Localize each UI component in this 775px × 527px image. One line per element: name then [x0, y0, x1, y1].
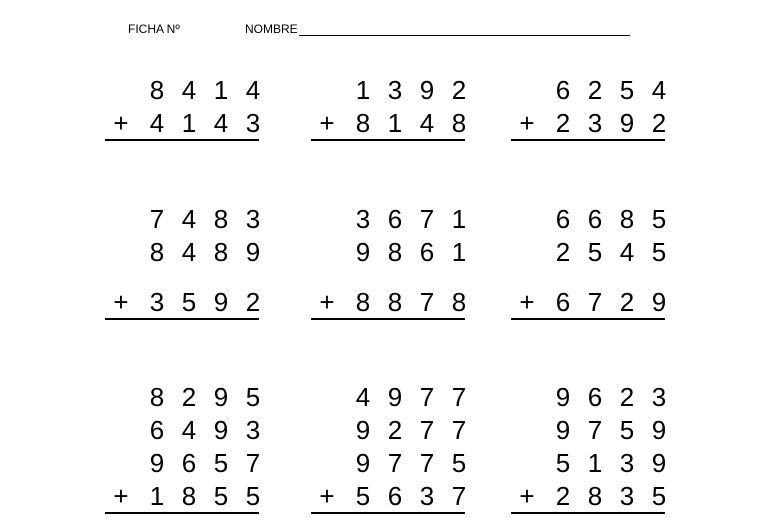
- digit: 2: [555, 237, 571, 267]
- digit: 1: [355, 75, 371, 105]
- digit: 5: [555, 448, 571, 478]
- addend-number: [547, 415, 675, 445]
- digit: 4: [181, 415, 197, 445]
- addend-number: [347, 237, 475, 267]
- digit: 2: [451, 75, 467, 105]
- addend-row: [511, 204, 671, 234]
- addend-row: [105, 448, 265, 478]
- addend-number: [547, 287, 675, 317]
- digit: 8: [587, 481, 603, 511]
- addend-number: [547, 448, 675, 478]
- name-label: NOMBRE: [245, 22, 298, 36]
- addend-number: [547, 481, 675, 511]
- digit: 6: [587, 382, 603, 412]
- addend-number: [347, 415, 475, 445]
- digit: 2: [245, 287, 261, 317]
- plus-sign: +: [519, 108, 535, 138]
- digit: 3: [651, 382, 667, 412]
- digit: 9: [651, 415, 667, 445]
- ficha-number-label: FICHA Nº: [128, 22, 180, 36]
- sum-underline: [511, 139, 665, 141]
- addend-row: [105, 287, 265, 317]
- digit: 7: [419, 204, 435, 234]
- digit: 5: [181, 287, 197, 317]
- digit: 8: [213, 204, 229, 234]
- digit: 4: [181, 204, 197, 234]
- digit: 3: [387, 75, 403, 105]
- addend-row: [105, 75, 265, 105]
- sum-underline: [311, 139, 465, 141]
- digit: 6: [387, 481, 403, 511]
- plus-sign: +: [113, 108, 129, 138]
- sum-underline: [311, 512, 465, 514]
- addend-row: [311, 204, 471, 234]
- name-blank-line[interactable]: [299, 23, 630, 36]
- digit: 2: [181, 382, 197, 412]
- sum-underline: [105, 318, 259, 320]
- sum-underline: [511, 512, 665, 514]
- digit: 8: [149, 75, 165, 105]
- digit: 9: [651, 448, 667, 478]
- digit: 5: [619, 75, 635, 105]
- digit: 9: [419, 75, 435, 105]
- digit: 9: [213, 382, 229, 412]
- digit: 7: [451, 415, 467, 445]
- addend-row: [311, 382, 471, 412]
- addend-number: [347, 204, 475, 234]
- sum-underline: [311, 318, 465, 320]
- addend-row: [511, 382, 671, 412]
- addend-number: [347, 481, 475, 511]
- plus-sign: +: [113, 481, 129, 511]
- addend-row: [105, 481, 265, 511]
- digit: 6: [555, 287, 571, 317]
- addend-number: [347, 382, 475, 412]
- digit: 4: [355, 382, 371, 412]
- digit: 9: [245, 237, 261, 267]
- digit: 9: [355, 237, 371, 267]
- digit: 6: [555, 204, 571, 234]
- digit: 8: [149, 237, 165, 267]
- digit: 8: [387, 287, 403, 317]
- digit: 8: [619, 204, 635, 234]
- addend-number: [141, 237, 269, 267]
- addend-number: [141, 481, 269, 511]
- digit: 7: [149, 204, 165, 234]
- digit: 7: [387, 448, 403, 478]
- digit: 7: [245, 448, 261, 478]
- digit: 9: [149, 448, 165, 478]
- addend-row: [105, 204, 265, 234]
- digit: 3: [245, 108, 261, 138]
- addend-row: [105, 108, 265, 138]
- digit: 8: [451, 108, 467, 138]
- addend-row: [511, 237, 671, 267]
- digit: 4: [651, 75, 667, 105]
- digit: 6: [555, 75, 571, 105]
- digit: 8: [149, 382, 165, 412]
- digit: 2: [651, 108, 667, 138]
- digit: 3: [587, 108, 603, 138]
- addend-row: [511, 75, 671, 105]
- digit: 1: [387, 108, 403, 138]
- plus-sign: +: [519, 481, 535, 511]
- digit: 5: [651, 204, 667, 234]
- addend-row: [105, 382, 265, 412]
- digit: 6: [419, 237, 435, 267]
- addend-number: [141, 287, 269, 317]
- digit: 5: [213, 481, 229, 511]
- digit: 7: [419, 382, 435, 412]
- digit: 2: [387, 415, 403, 445]
- addend-number: [547, 75, 675, 105]
- digit: 3: [619, 448, 635, 478]
- addend-number: [347, 287, 475, 317]
- addend-row: [311, 75, 471, 105]
- digit: 4: [181, 237, 197, 267]
- digit: 7: [451, 481, 467, 511]
- addend-number: [141, 204, 269, 234]
- addend-row: [511, 481, 671, 511]
- sum-underline: [511, 318, 665, 320]
- digit: 9: [555, 415, 571, 445]
- addend-row: [311, 415, 471, 445]
- digit: 9: [213, 415, 229, 445]
- digit: 5: [651, 481, 667, 511]
- addend-row: [511, 415, 671, 445]
- digit: 5: [587, 237, 603, 267]
- addend-number: [347, 75, 475, 105]
- digit: 8: [451, 287, 467, 317]
- digit: 3: [245, 204, 261, 234]
- digit: 9: [355, 415, 371, 445]
- digit: 3: [355, 204, 371, 234]
- digit: 2: [619, 287, 635, 317]
- addend-row: [105, 237, 265, 267]
- addend-row: [105, 415, 265, 445]
- digit: 4: [245, 75, 261, 105]
- digit: 7: [419, 415, 435, 445]
- digit: 2: [555, 108, 571, 138]
- digit: 9: [555, 382, 571, 412]
- addend-row: [511, 287, 671, 317]
- digit: 6: [181, 448, 197, 478]
- digit: 3: [419, 481, 435, 511]
- plus-sign: +: [319, 481, 335, 511]
- digit: 9: [651, 287, 667, 317]
- digit: 4: [419, 108, 435, 138]
- digit: 4: [181, 75, 197, 105]
- digit: 5: [245, 481, 261, 511]
- digit: 8: [355, 287, 371, 317]
- worksheet-header: [0, 20, 775, 40]
- addend-row: [511, 448, 671, 478]
- addend-row: [311, 287, 471, 317]
- digit: 1: [587, 448, 603, 478]
- digit: 5: [619, 415, 635, 445]
- digit: 3: [245, 415, 261, 445]
- digit: 7: [587, 287, 603, 317]
- digit: 4: [213, 108, 229, 138]
- addend-number: [547, 108, 675, 138]
- digit: 6: [387, 204, 403, 234]
- digit: 1: [149, 481, 165, 511]
- digit: 2: [619, 382, 635, 412]
- digit: 9: [619, 108, 635, 138]
- digit: 1: [451, 204, 467, 234]
- digit: 7: [419, 448, 435, 478]
- plus-sign: +: [319, 287, 335, 317]
- digit: 8: [213, 237, 229, 267]
- digit: 9: [355, 448, 371, 478]
- digit: 7: [419, 287, 435, 317]
- addend-number: [547, 382, 675, 412]
- digit: 4: [149, 108, 165, 138]
- addend-number: [141, 382, 269, 412]
- digit: 8: [355, 108, 371, 138]
- addend-row: [511, 108, 671, 138]
- addend-number: [141, 448, 269, 478]
- digit: 1: [213, 75, 229, 105]
- addend-number: [141, 108, 269, 138]
- plus-sign: +: [113, 287, 129, 317]
- digit: 8: [181, 481, 197, 511]
- digit: 5: [651, 237, 667, 267]
- digit: 5: [213, 448, 229, 478]
- name-field[interactable]: [245, 22, 630, 36]
- digit: 7: [451, 382, 467, 412]
- addend-number: [547, 204, 675, 234]
- digit: 1: [451, 237, 467, 267]
- plus-sign: +: [519, 287, 535, 317]
- digit: 5: [245, 382, 261, 412]
- addend-row: [311, 108, 471, 138]
- addend-row: [311, 237, 471, 267]
- addend-number: [347, 448, 475, 478]
- digit: 9: [387, 382, 403, 412]
- digit: 9: [213, 287, 229, 317]
- sum-underline: [105, 512, 259, 514]
- addend-row: [311, 448, 471, 478]
- addend-number: [141, 415, 269, 445]
- digit: 3: [619, 481, 635, 511]
- digit: 4: [619, 237, 635, 267]
- addend-number: [547, 237, 675, 267]
- digit: 5: [355, 481, 371, 511]
- digit: 8: [387, 237, 403, 267]
- digit: 5: [451, 448, 467, 478]
- plus-sign: +: [319, 108, 335, 138]
- digit: 1: [181, 108, 197, 138]
- sum-underline: [105, 139, 259, 141]
- digit: 7: [587, 415, 603, 445]
- digit: 3: [149, 287, 165, 317]
- addend-number: [141, 75, 269, 105]
- digit: 2: [587, 75, 603, 105]
- digit: 2: [555, 481, 571, 511]
- digit: 6: [149, 415, 165, 445]
- addend-number: [347, 108, 475, 138]
- digit: 6: [587, 204, 603, 234]
- addend-row: [311, 481, 471, 511]
